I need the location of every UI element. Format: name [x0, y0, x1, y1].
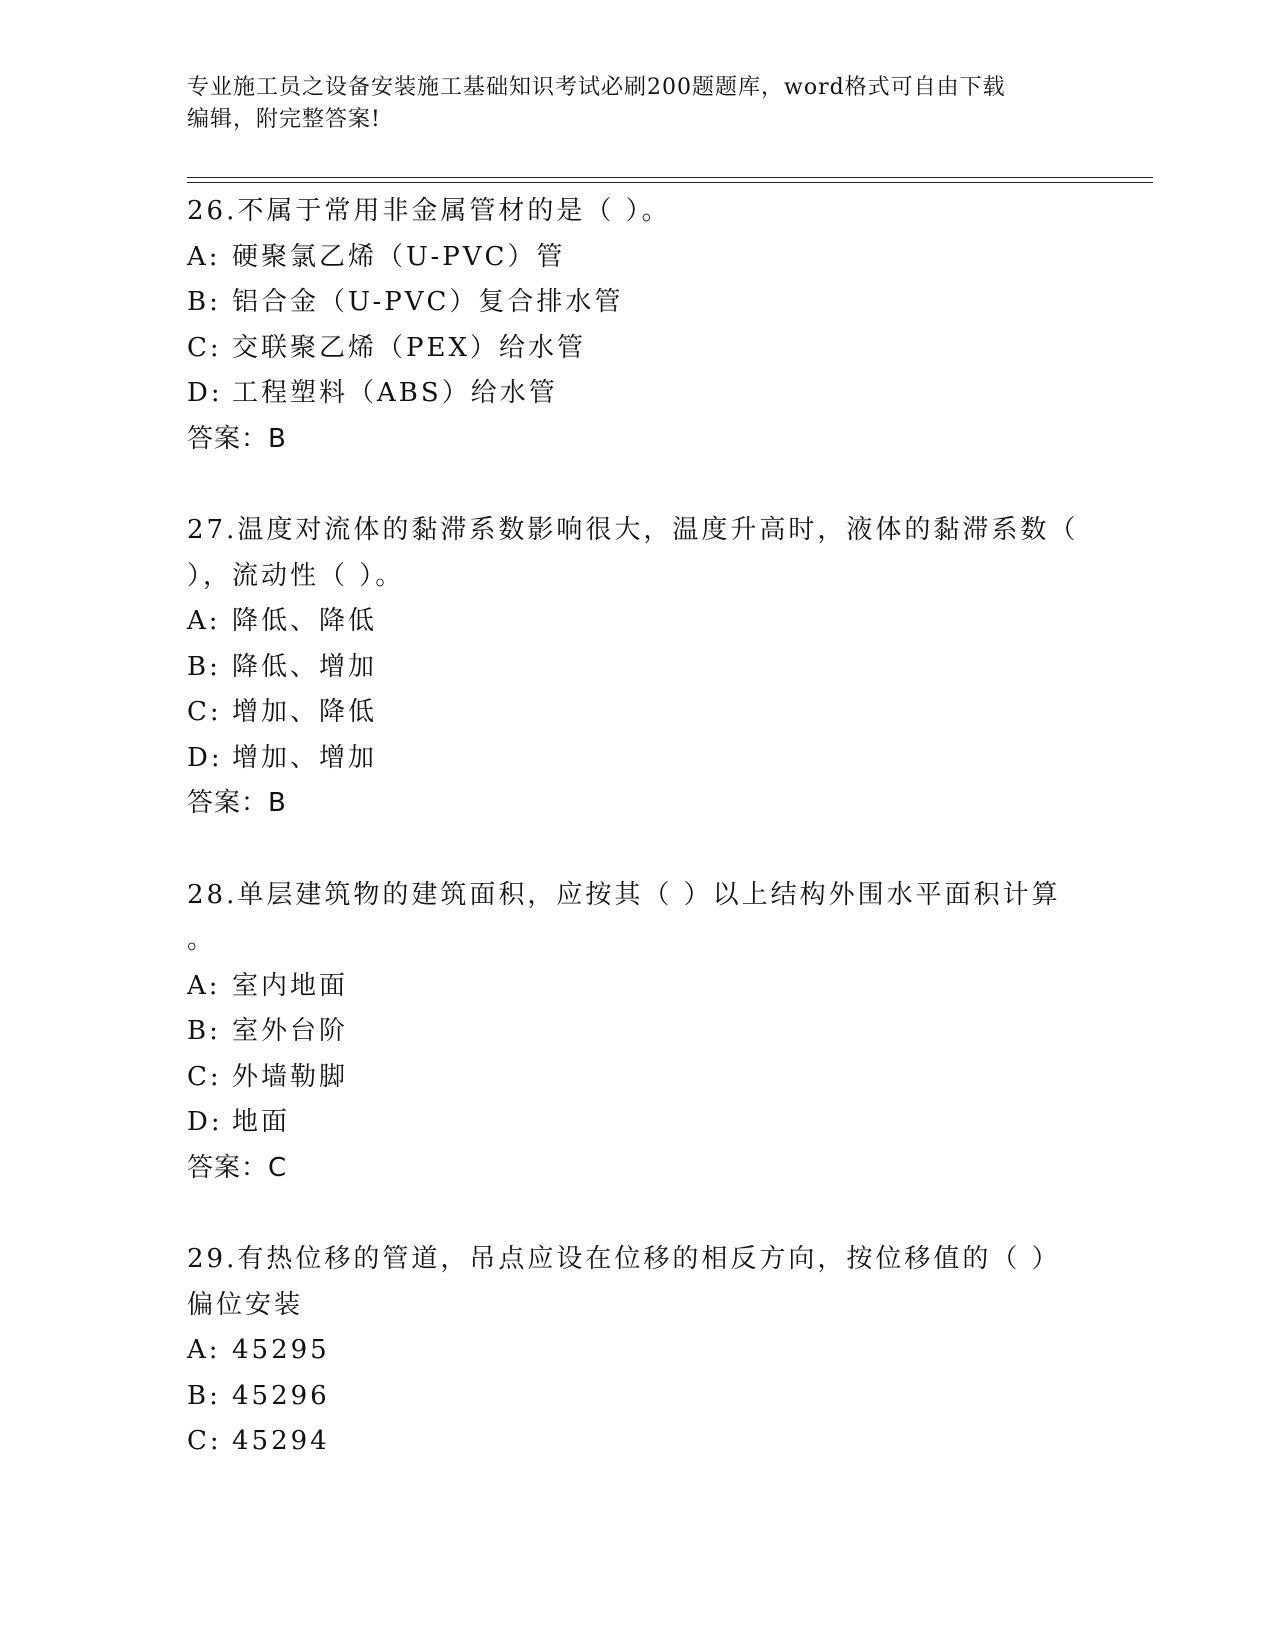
option-key: C:: [187, 697, 222, 727]
question-27: [187, 508, 1087, 827]
option-key: A:: [187, 1335, 221, 1365]
option-c: [187, 690, 1087, 736]
option-b: [187, 1374, 1087, 1420]
option-text: 45295: [232, 1335, 330, 1365]
question-stem: 26.不属于常用非金属管材的是（ ）。: [187, 196, 671, 226]
header-line-2: 编辑，附完整答案!: [187, 107, 381, 132]
option-key: C:: [187, 1426, 222, 1456]
option-c: [187, 326, 1087, 372]
question-stem-continued: 偏位安装: [187, 1289, 304, 1320]
option-key: A:: [187, 970, 221, 1001]
option-d: [187, 371, 1087, 417]
option-text: 增加、增加: [232, 742, 378, 773]
question-26: [187, 189, 1087, 462]
header-divider-top: [187, 177, 1153, 178]
option-key: A:: [187, 606, 221, 636]
option-a: [187, 964, 1087, 1010]
option-text: 工程塑料（ABS）给水管: [232, 378, 558, 408]
document-header: [187, 72, 1067, 136]
answer-line: 答案：B: [187, 788, 287, 818]
option-key: D:: [187, 742, 223, 773]
option-a: [187, 1328, 1087, 1374]
option-key: B:: [187, 1380, 221, 1411]
option-text: 外墙勒脚: [232, 1061, 349, 1092]
question-list: [187, 189, 1087, 1511]
question-stem: 27.温度对流体的黏滞系数影响很大，温度升高时，液体的黏滞系数（: [187, 515, 1079, 545]
option-text: 地面: [232, 1107, 291, 1137]
option-c: [187, 1419, 1087, 1465]
question-stem-continued: ），流动性（ ）。: [187, 560, 405, 591]
option-text: 降低、降低: [232, 606, 378, 636]
question-29: [187, 1237, 1087, 1465]
option-key: A:: [187, 241, 221, 272]
option-text: 45294: [232, 1426, 330, 1456]
option-text: 降低、增加: [232, 651, 378, 682]
option-d: [187, 1100, 1087, 1146]
option-b: [187, 645, 1087, 691]
option-key: B:: [187, 287, 221, 317]
answer-line: 答案：B: [187, 423, 287, 454]
option-key: D:: [187, 378, 223, 408]
option-d: [187, 736, 1087, 782]
option-a: [187, 599, 1087, 645]
option-key: B:: [187, 1016, 221, 1046]
option-text: 硬聚氯乙烯（U-PVC）管: [232, 241, 566, 272]
option-text: 交联聚乙烯（PEX）给水管: [232, 332, 586, 363]
question-stem: 29.有热位移的管道，吊点应设在位移的相反方向，按位移值的（ ）: [187, 1244, 1061, 1274]
option-key: C:: [187, 1061, 222, 1092]
header-divider-bottom: [187, 182, 1153, 183]
question-stem: 28.单层建筑物的建筑面积，应按其（ ）以上结构外围水平面积计算: [187, 879, 1061, 910]
option-text: 45296: [232, 1380, 330, 1411]
option-b: [187, 280, 1087, 326]
question-stem-continued: 。: [187, 925, 217, 955]
option-text: 增加、降低: [232, 697, 378, 727]
option-text: 室内地面: [232, 970, 349, 1001]
option-text: 铝合金（U-PVC）复合排水管: [232, 287, 624, 317]
option-text: 室外台阶: [232, 1016, 349, 1046]
option-a: [187, 235, 1087, 281]
option-b: [187, 1009, 1087, 1055]
question-28: [187, 873, 1087, 1192]
option-key: D:: [187, 1107, 223, 1137]
option-c: [187, 1055, 1087, 1101]
option-key: C:: [187, 332, 222, 363]
header-line-1: 专业施工员之设备安装施工基础知识考试必刷200题题库，word格式可自由下载: [187, 75, 1006, 100]
option-key: B:: [187, 651, 221, 682]
answer-line: 答案：C: [187, 1152, 288, 1183]
